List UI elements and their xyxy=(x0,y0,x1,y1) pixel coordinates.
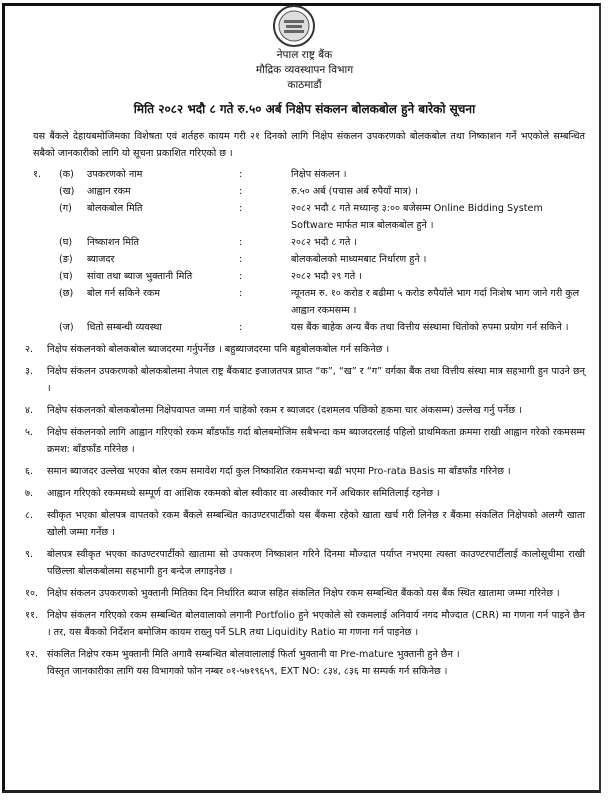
point-number: ८. xyxy=(25,510,34,521)
term-value: यस बैंक बाहेक अन्य बैंक तथा वित्तीय संस्थामा धितोको रुपमा प्रयोग गर्न सकिने । xyxy=(291,322,569,333)
term-key: (ग) xyxy=(59,203,72,214)
intro-paragraph: यस बैंकले देहायबमोजिमका विशेषता एवं शर्तहरु कायम गरी २१ दिनको लागि निक्षेप संकलन उपकरणको बोलकबोल तथा निष्काशन गर्ने भएकोले सम्बन्धित सबैको जानकारीको लागि यो सूचना प्रकाशित गरिएको छ । xyxy=(33,131,585,159)
term-key: (ङ) xyxy=(59,254,73,265)
term-number xyxy=(33,234,59,251)
term-value: २०८२ भदौ ८ गते मध्यान्ह ३:०० बजेसम्म Online Bidding System Software मार्फत मात्र बोलकबोल हुने । xyxy=(291,203,543,231)
point-number: १०. xyxy=(25,588,39,599)
list-item xyxy=(25,363,585,397)
list-item xyxy=(25,546,585,580)
list-item xyxy=(25,646,585,663)
point-text: निक्षेप संकलनको लागि आह्वान गरिएको रकम बाँडफाँड गर्दा बोलबमोजिम सबैभन्दा कम ब्याजदरलाई पहिलो प्राथमिकता क्रममा राखी आह्वान गरेको रकमसम्म क्रमश: बाँडफाँड गरिनेछ । xyxy=(47,427,585,455)
point-number: ५. xyxy=(25,427,34,438)
point-text: निक्षेप संकलन उपकरणको भुक्तानी मितिका दिन निर्धारित ब्याज सहित संकलित निक्षेप रकम सम्बन्धित बैंकको यस बैंक स्थित खातामा जम्मा गरिनेछ । xyxy=(47,588,560,599)
term-separator: : xyxy=(239,169,243,180)
term-separator: : xyxy=(239,237,243,248)
city-name: काठमाडौं xyxy=(287,79,322,91)
point-number: ४. xyxy=(25,405,34,416)
term-row xyxy=(33,183,585,200)
term-value: बोलकबोलको माध्यमबाट निर्धारण हुने । xyxy=(291,254,427,265)
term-label: उपकरणको नाम xyxy=(87,169,143,180)
term-number xyxy=(33,285,59,319)
point-text: संकलित निक्षेप रकम भुक्तानी मिति अगावै सम्बन्धित बोलवालालाई फिर्ता भुक्तानी वा Pre-mature भुक्तानी हुने छैन । xyxy=(47,649,460,660)
term-value: रु.५० अर्ब (पचास अर्ब रुपैयाँ मात्र) । xyxy=(291,186,419,197)
list-item xyxy=(25,485,585,502)
list-item xyxy=(25,607,585,641)
term-row xyxy=(33,200,585,234)
term-separator: : xyxy=(239,271,243,282)
term-label: ब्याजदर xyxy=(87,254,115,265)
term-row xyxy=(33,319,585,336)
point-number: ६. xyxy=(25,466,34,477)
term-label: धितो सम्बन्धी व्यवस्था xyxy=(87,322,162,333)
term-label: सांवा तथा ब्याज भुक्तानी मिति xyxy=(87,271,193,282)
term-row xyxy=(33,251,585,268)
terms-table xyxy=(33,166,585,336)
notice-title: मिति २०८२ भदौ ८ गते रु.५० अर्ब निक्षेप संकलन बोलकबोल हुने बारेको सूचना xyxy=(133,102,476,116)
points-list xyxy=(25,341,585,663)
term-separator: : xyxy=(239,322,243,333)
notice-body xyxy=(25,128,585,680)
term-key: (च) xyxy=(59,271,73,282)
point-text: निक्षेप संकलनको बोलकबोलमा निक्षेपवापत जम्मा गर्न चाहेको रकम र ब्याजदर (दशमलव पछिको हकमा चार अंकसम्म) उल्लेख गर्नु पर्नेछ । xyxy=(47,405,522,416)
term-key: (छ) xyxy=(59,288,74,299)
point-text: निक्षेप संकलन उपकरणको बोलकबोलमा नेपाल राष्ट्र बैंकबाट इजाजतपत्र प्राप्त “क”, “ख” र “ग” वर्गका बैंक तथा वित्तीय संस्था मात्र सहभागी हुन पाउने छन् । xyxy=(47,366,585,394)
point-number: ७. xyxy=(25,488,34,499)
term-value: निक्षेप संकलन । xyxy=(291,169,347,180)
central-bank-seal-icon xyxy=(272,4,316,48)
term-key: (घ) xyxy=(59,237,73,248)
term-separator: : xyxy=(239,203,243,214)
point-text: आह्वान गरिएको रकममध्ये सम्पूर्ण वा आंशिक रकमको बोल स्वीकार वा अस्वीकार गर्ने अधिकार समितिलाई रहनेछ । xyxy=(47,488,440,499)
term-separator: : xyxy=(239,254,243,265)
term-key: (ज) xyxy=(59,322,74,333)
term-label: आह्वान रकम xyxy=(87,186,131,197)
term-label: बोल गर्न सकिने रकम xyxy=(87,288,161,299)
term-value: २०८२ भदौ २९ गते । xyxy=(291,271,362,282)
term-key: (क) xyxy=(59,169,74,180)
point-text: समान ब्याजदर उल्लेख भएका बोल रकम समावेश गर्दा कुल निष्काशित रकमभन्दा बढी भएमा Pro-rata Basis मा बाँडफाँड गरिनेछ । xyxy=(47,466,511,477)
list-item xyxy=(25,463,585,480)
term-separator: : xyxy=(239,186,243,197)
term-number xyxy=(33,200,59,234)
term-label: निष्काशन मिति xyxy=(87,237,139,248)
department-name: मौद्रिक व्यवस्थापन विभाग xyxy=(255,64,354,76)
term-number xyxy=(33,268,59,285)
list-item xyxy=(25,402,585,419)
term-row xyxy=(33,166,585,183)
term-number xyxy=(33,319,59,336)
term-value: २०८२ भदौ ८ गते । xyxy=(291,237,357,248)
point-number: ३. xyxy=(25,366,34,377)
term-row xyxy=(33,234,585,251)
point-text: निक्षेप संकलन गरिएको रकम सम्बन्धित बोलवालाको लगानी Portfolio हुने भएकोले सो रकमलाई अनिवार्य नगद मौज्दात (CRR) मा गणना गर्न पाइने छैन । तर, यस बैंकको निर्देशन बमोजिम कायम राख्नु पर्ने SLR तथा Liquidity Ratio मा गणना गर्न पाइनेछ । xyxy=(47,610,585,638)
term-separator: : xyxy=(239,288,243,299)
term-number: १. xyxy=(33,169,42,180)
list-item xyxy=(25,507,585,541)
org-name: नेपाल राष्ट्र बैंक xyxy=(276,49,333,61)
point-number: ११. xyxy=(25,610,39,621)
term-value: न्यूनतम रु. १० करोड र बढीमा ५ करोड रुपैयाँले भाग गर्दा निःशेष भाग जाने गरी कुल आह्वान रकमसम्म । xyxy=(291,288,580,316)
point-number: ९. xyxy=(25,549,34,560)
term-row xyxy=(33,268,585,285)
list-item xyxy=(25,585,585,602)
list-item xyxy=(25,341,585,358)
point-text: बोलपत्र स्वीकृत भएका काउण्टरपार्टीको खातामा सो उपकरण निष्काशन गरिने दिनमा मौज्दात पर्याप्त नभएमा त्यस्ता काउण्टरपार्टीलाई कालोसूचीमा राखी पछिल्ला बोलकबोलमा सहभागी हुन बन्देज लगाइनेछ । xyxy=(47,549,585,577)
contact-line: विस्तृत जानकारीका लागि यस विभागको फोन नम्बर ०१-५७१९६५९, EXT NO: ८३४, ८३६ मा सम्पर्क गर्न सकिनेछ । xyxy=(47,666,448,677)
term-key: (ख) xyxy=(59,186,75,197)
point-text: स्वीकृत भएका बोलपत्र वापतको रकम बैंकले सम्बन्धित काउण्टरपार्टीको यस बैंकमा रहेको खाता खर्च गरी लिनेछ र बैंकमा संकलित निक्षेपको अलग्गै खाता खोली जम्मा गर्नेछ । xyxy=(47,510,585,538)
term-row xyxy=(33,285,585,319)
term-number xyxy=(33,251,59,268)
point-text: निक्षेप संकलनको बोलकबोल ब्याजदरमा गर्नुपर्नेछ । बहुब्याजदरमा पनि बहुबोलकबोल गर्न सकिनेछ । xyxy=(47,344,390,355)
list-item xyxy=(25,424,585,458)
term-label: बोलकबोल मिति xyxy=(87,203,143,214)
point-number: २. xyxy=(25,344,34,355)
term-number xyxy=(33,183,59,200)
point-number: १२. xyxy=(25,649,39,660)
